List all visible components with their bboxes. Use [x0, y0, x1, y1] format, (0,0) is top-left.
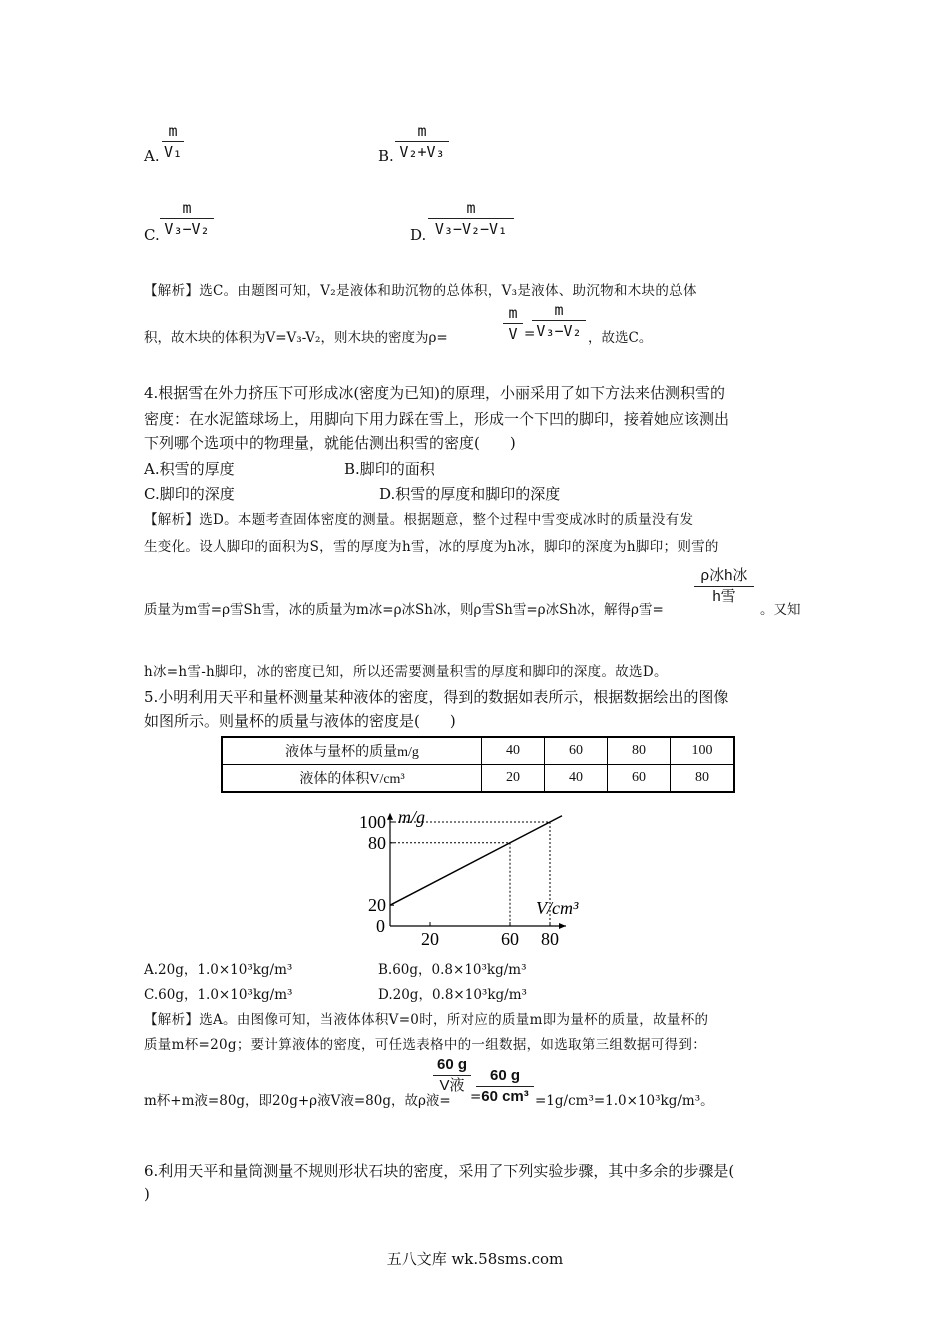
table-cell: 100: [671, 737, 735, 765]
q4-stem-line3: 下列哪个选项中的物理量，就能估测出积雪的密度( ): [144, 434, 516, 452]
q4-stem-line2: 密度：在水泥篮球场上，用脚向下用力踩在雪上，形成一个下凹的脚印，接着她应该测出: [144, 410, 730, 428]
y-tick-label: 20: [368, 895, 386, 916]
table-cell: 60: [545, 737, 608, 765]
q5-data-table: [221, 736, 735, 793]
y-axis-arrow: [387, 813, 393, 820]
q4-option-d: D.积雪的厚度和脚印的深度: [379, 485, 561, 503]
q4-option-a: A.积雪的厚度: [144, 460, 235, 478]
q4-option-c: C.脚印的深度: [144, 485, 235, 503]
numerator: m: [508, 304, 518, 322]
q3-option-c-label: C.: [144, 226, 160, 244]
table-cell: 60: [608, 765, 671, 793]
numerator: ρ冰h冰: [700, 567, 748, 584]
x-tick-label: 20: [421, 929, 439, 946]
numerator: m: [182, 199, 192, 217]
q3-option-d-label: D.: [410, 226, 427, 244]
q3-option-c-fraction: [160, 198, 214, 239]
q5-analysis-equals: =: [470, 1089, 482, 1105]
q6-stem-line2: ): [144, 1185, 150, 1203]
q5-analysis-line3b: =1g/cm³=1.0×10³kg/m³。: [535, 1093, 714, 1109]
q3-analysis-text-b: ，故选C。: [588, 330, 653, 346]
table-cell: 80: [608, 737, 671, 765]
q5-analysis-fraction-1: [433, 1055, 471, 1096]
table-cell: 80: [671, 765, 735, 793]
numerator: m: [168, 122, 178, 140]
q5-analysis-line3a: m杯+m液=80g，即20g+ρ液V液=80g，故ρ液=: [144, 1093, 451, 1109]
x-tick-label: 80: [541, 929, 559, 946]
q4-analysis-line1: 【解析】选D。本题考查固体密度的测量。根据题意，整个过程中雪变成冰时的质量没有发: [144, 512, 694, 528]
q5-stem-line2: 如图所示。则量杯的质量与液体的密度是( ): [144, 712, 456, 730]
q4-analysis-line2: 生变化。设人脚印的面积为S，雪的厚度为h雪，冰的厚度为h冰，脚印的深度为h脚印；则雪的: [144, 539, 719, 555]
series-line: [390, 816, 562, 905]
table-cell: 40: [545, 765, 608, 793]
q5-mass-volume-chart: [340, 796, 620, 946]
q5-option-a: A.20g，1.0×10³kg/m³: [144, 962, 293, 978]
q3-option-b-fraction: [395, 121, 449, 162]
q5-analysis-line1: 【解析】选A。由图像可知，当液体体积V=0时，所对应的质量m即为量杯的质量，故量杯的: [144, 1012, 709, 1028]
denominator: V₃−V₂: [536, 322, 582, 340]
q6-stem-line1: 6.利用天平和量筒测量不规则形状石块的密度，采用了下列实验步骤，其中多余的步骤是(: [144, 1162, 735, 1180]
q4-analysis-line3a: 质量为m雪=ρ雪Sh雪，冰的质量为m冰=ρ冰Sh冰，则ρ雪Sh雪=ρ冰Sh冰，解得ρ雪=: [144, 602, 664, 618]
denominator: V₁: [163, 143, 183, 161]
q5-analysis-fraction-2: [476, 1066, 534, 1107]
table-row-header: 液体与量杯的质量m/g: [222, 737, 482, 765]
denominator: 60 cm³: [481, 1088, 529, 1105]
denominator: V₂+V₃: [399, 143, 445, 161]
x-axis-label: V/cm³: [536, 898, 579, 918]
q3-analysis-fraction-2: [532, 300, 586, 341]
page-footer: 五八文库 wk.58sms.com: [386, 1250, 564, 1268]
numerator: m: [417, 122, 427, 140]
numerator: m: [466, 199, 476, 217]
y-tick-label: 100: [359, 812, 386, 832]
denominator: V₃−V₂: [164, 220, 210, 238]
table-row-header: 液体的体积V/cm³: [222, 765, 482, 793]
q5-option-c: C.60g，1.0×10³kg/m³: [144, 987, 293, 1003]
table-cell: 20: [482, 765, 545, 793]
q5-option-d: D.20g，0.8×10³kg/m³: [378, 987, 527, 1003]
x-tick-label: 60: [501, 929, 519, 946]
q5-analysis-line2: 质量m杯=20g；要计算液体的密度，可任选表格中的一组数据，如选取第三组数据可得到：: [144, 1037, 707, 1053]
denominator: V₃−V₂−V₁: [434, 220, 508, 238]
table-cell: 40: [482, 737, 545, 765]
q5-option-b: B.60g，0.8×10³kg/m³: [378, 962, 527, 978]
q3-analysis-line1: 【解析】选C。由题图可知，V₂是液体和助沉物的总体积，V₃是液体、助沉物和木块的总体: [144, 283, 697, 299]
y-axis-label: m/g: [398, 806, 425, 827]
table-row: [222, 737, 734, 765]
q4-analysis-fraction: [694, 566, 754, 607]
numerator: 60 g: [489, 1067, 520, 1084]
q3-analysis-line2: [144, 326, 448, 346]
q5-stem-line1: 5.小明利用天平和量杯测量某种液体的密度，得到的数据如表所示，根据数据绘出的图像: [144, 688, 729, 706]
q3-option-d-fraction: [428, 198, 514, 239]
denominator: V液: [439, 1077, 465, 1094]
q3-analysis-fraction-1: [503, 303, 523, 344]
q3-analysis-text-a: 积，故木块的体积为V=V₃-V₂，则木块的密度为ρ=: [144, 330, 448, 346]
y-tick-label: 80: [368, 832, 386, 853]
q3-option-a-fraction: [162, 121, 184, 162]
table-row: [222, 765, 734, 793]
numerator: 60 g: [436, 1056, 467, 1073]
q3-option-a-label: A.: [144, 147, 160, 165]
q4-analysis-line3b: 。又知: [760, 602, 801, 618]
numerator: m: [554, 301, 564, 319]
denominator: V: [508, 325, 518, 343]
q4-stem-line1: 4.根据雪在外力挤压下可形成冰(密度为已知)的原理，小丽采用了如下方法来估测积雪的: [144, 384, 726, 402]
denominator: h雪: [712, 588, 736, 605]
q4-analysis-line4: h冰=h雪-h脚印，冰的密度已知，所以还需要测量积雪的厚度和脚印的深度。故选D。: [144, 664, 668, 680]
q3-analysis-equals: =: [524, 326, 536, 342]
q4-option-b: B.脚印的面积: [344, 460, 435, 478]
q3-option-b-label: B.: [378, 147, 394, 165]
origin-label: 0: [376, 916, 385, 936]
x-axis-arrow: [559, 923, 566, 929]
